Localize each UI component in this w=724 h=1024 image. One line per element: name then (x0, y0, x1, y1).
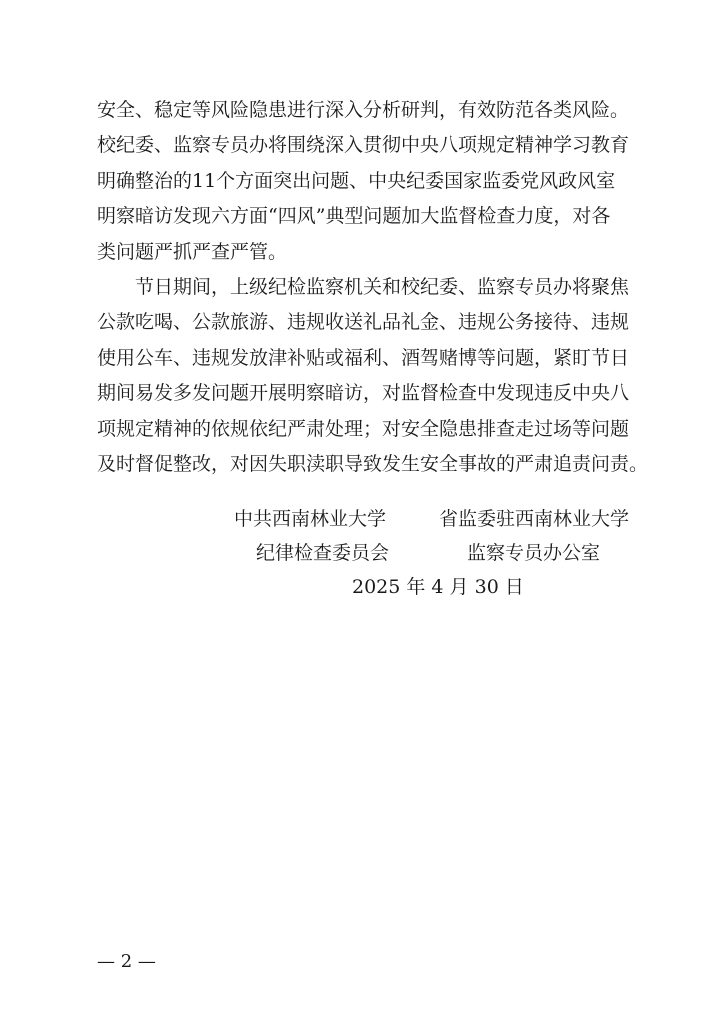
paragraph-1-line-5: 类问题严抓严查严管。 (97, 240, 288, 263)
paragraph-1-line-4: 明察暗访发现六方面“四风”典型问题加大监督检查力度，对各 (97, 205, 611, 228)
paragraph-2-line-2: 公款吃喝、公款旅游、违规收送礼品礼金、违规公务接待、违规 (97, 311, 630, 334)
paragraph-2-line-6: 及时督促整改，对因失职渎职导致发生安全事故的严肃追责问责。 (97, 452, 649, 475)
signature-block (0, 502, 724, 604)
signature-left-line-2: 纪律检查委员会 (256, 542, 390, 564)
signature-row-1 (0, 502, 724, 536)
paragraph-1-line-3: 明确整治的11个方面突出问题、中央纪委国家监委党风政风室 (97, 169, 616, 192)
signature-row-2 (0, 536, 724, 570)
signature-date: 2025 年 4 月 30 日 (352, 576, 524, 598)
paragraph-2-line-1: 节日期间，上级纪检监察机关和校纪委、监察专员办将聚焦 (135, 275, 630, 298)
paragraph-1-line-2: 校纪委、监察专员办将围绕深入贯彻中央八项规定精神学习教育 (97, 134, 630, 157)
paragraph-2-line-4: 期间易发多发问题开展明察暗访，对监督检查中发现违反中央八 (97, 382, 630, 405)
signature-right-line-2: 监察专员办公室 (467, 542, 601, 564)
body-text (97, 93, 677, 482)
paragraph-2-line-3: 使用公车、违规发放津补贴或福利、酒驾赌博等问题，紧盯节日 (97, 346, 630, 369)
signature-left-line-1: 中共西南林业大学 (234, 508, 387, 530)
paragraph-2-line-5: 项规定精神的依规依纪严肃处理；对安全隐患排查走过场等问题 (97, 417, 630, 440)
page-number: — 2 — (97, 951, 156, 972)
paragraph-1-line-1: 安全、稳定等风险隐患进行深入分析研判，有效防范各类风险。 (97, 99, 630, 121)
signature-right-line-1: 省监委驻西南林业大学 (439, 508, 630, 530)
signature-row-date (0, 570, 724, 604)
